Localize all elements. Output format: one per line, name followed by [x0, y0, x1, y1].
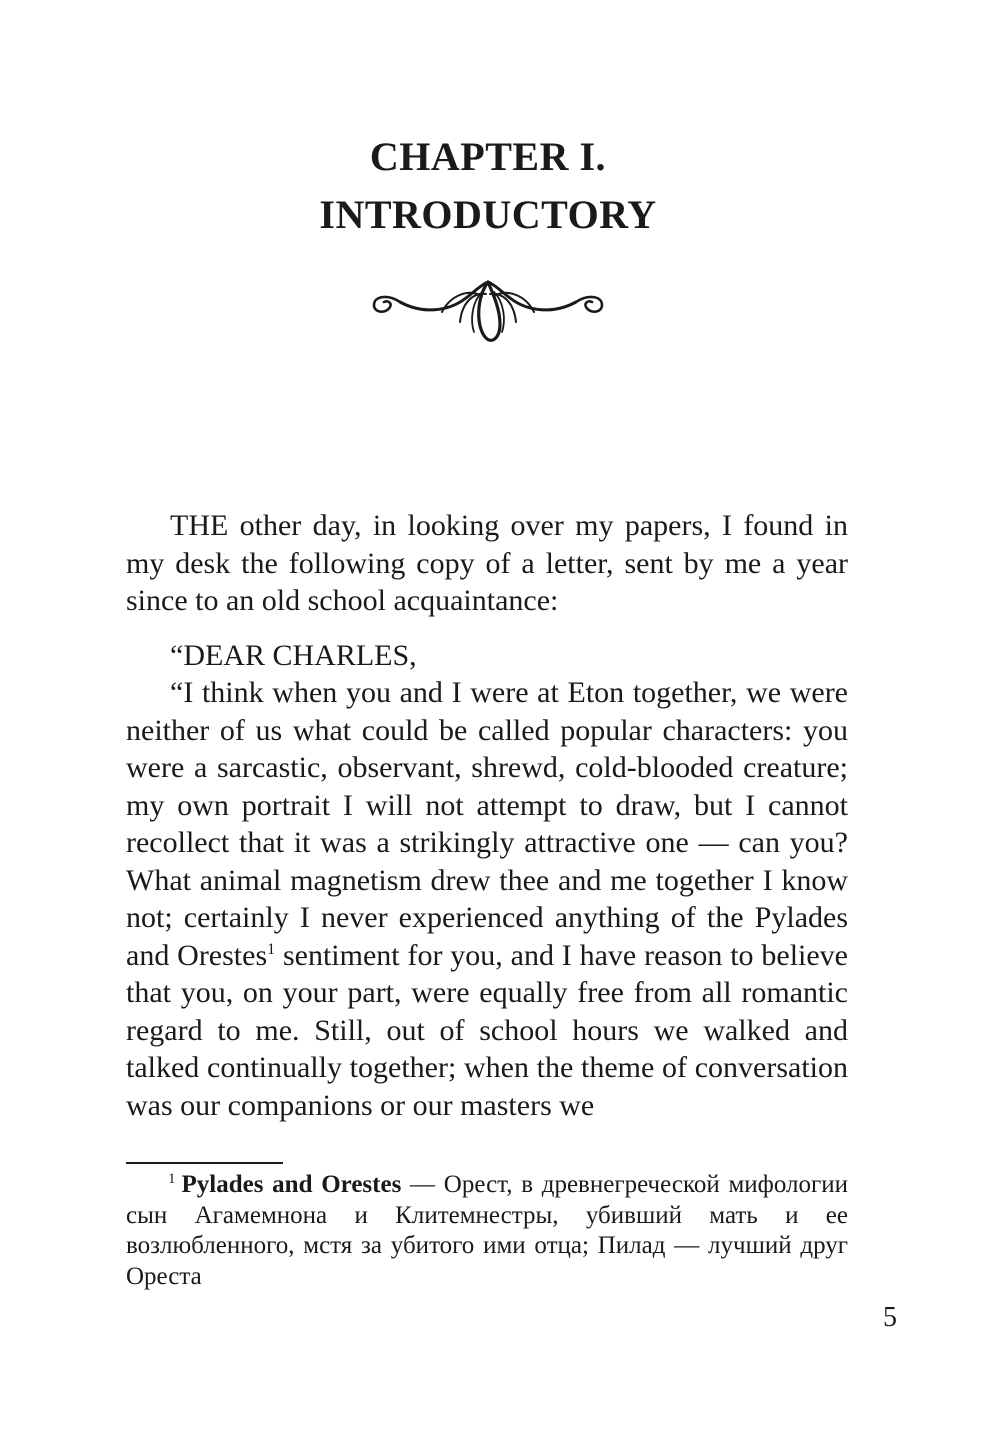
paragraph-2 [126, 674, 848, 1124]
chapter-number: CHAPTER I. [369, 134, 607, 179]
footnote-text: — Орест, в древнегреческой мифологии сын Агамемнона и Клитемнестры, убивший мать и ее возлюбленного, мстя за убитого ими отца; Пилад — лучший друг Ореста [126, 1171, 848, 1290]
chapter-heading [0, 128, 976, 244]
paragraph-2-text-end: sentiment for you, and I have reason to believe that you, on your part, were equally free from all romantic regard to me. Still, out of school hours we walked and talked continually together; when the theme of conversation was our companions or our masters we [126, 938, 849, 1122]
footnote [126, 1170, 848, 1292]
page-number: 5 [883, 1302, 897, 1333]
letter-salutation: “DEAR CHARLES, [170, 638, 417, 672]
paragraph-2-text-start: “I think when you and I were at Eton together, we were neither of us what could be called popular characters: you were a sarcastic, observant, shrewd, cold-blooded creature; my own portrait I will not attempt to draw, but I cannot recollect that it was a strikingly attractive one — can you? What animal magnetism drew thee and me together I know not; certainly I never experienced anything of the Pylades and Orestes [126, 676, 848, 972]
footnote-reference[interactable]: 1 [267, 940, 276, 958]
footnote-term: Pylades and Orestes [181, 1171, 402, 1198]
footnote-number: 1 [168, 1170, 176, 1187]
paragraph-1: THE other day, in looking over my papers, I found in my desk the following copy of a letter, sent by me a year since to an old school acquaintance: [126, 509, 848, 617]
body-text [126, 507, 848, 1124]
flourish-ornament-icon [370, 272, 606, 348]
footnote-separator [126, 1162, 283, 1164]
chapter-title: INTRODUCTORY [319, 192, 657, 237]
